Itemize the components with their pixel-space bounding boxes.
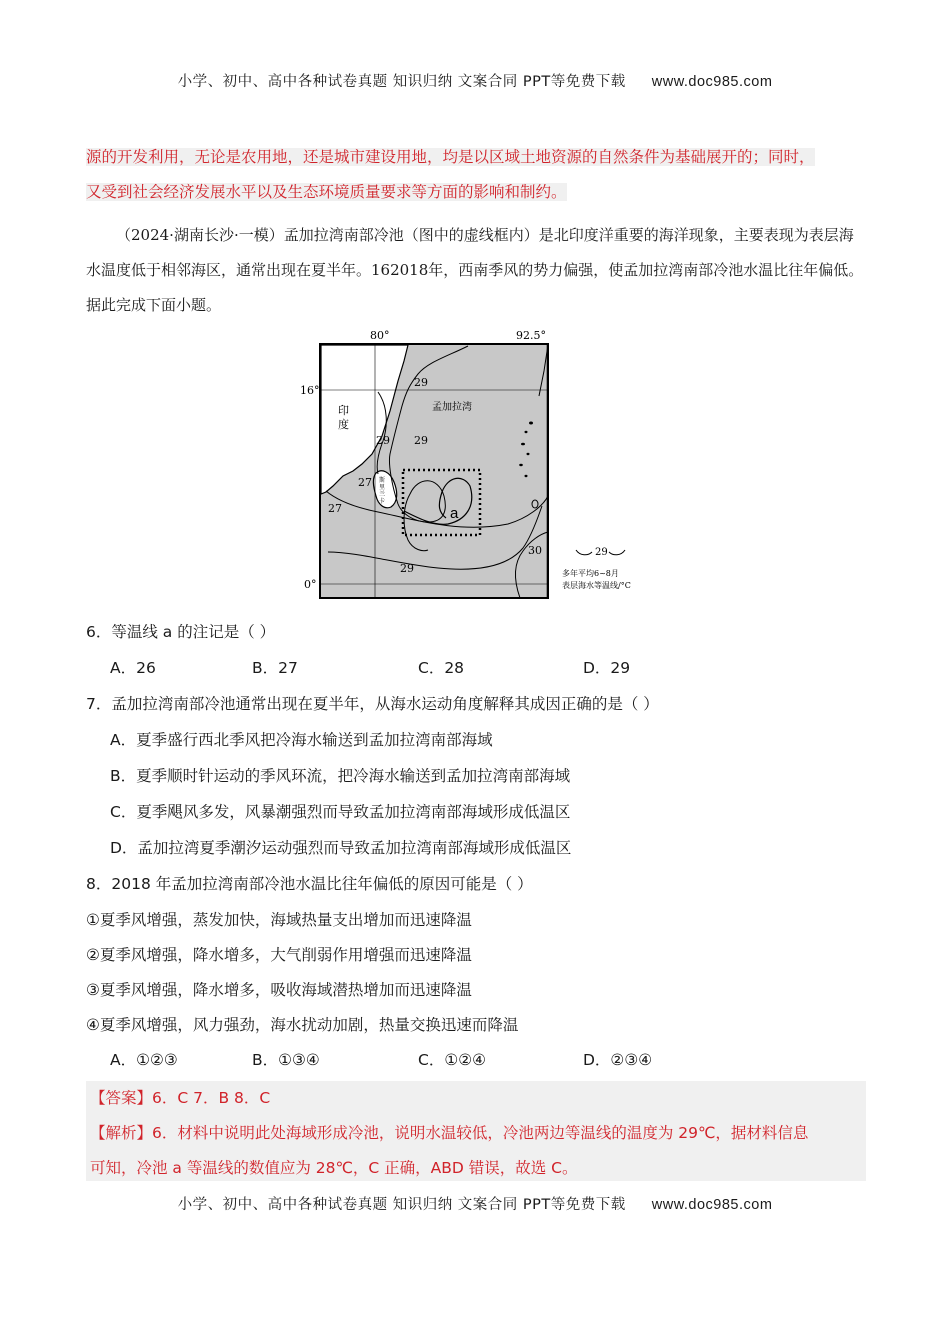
iso-label-29-d: 29	[400, 562, 414, 575]
question-intro: （2024·湖南长沙·一模）孟加拉湾南部冷池（图中的虚线框内）是北印度洋重要的海洋现象，主要表现为表层海水温度低于相邻海区，通常出现在夏半年。162018年，西南季风的势力偏强，使孟加拉湾南部冷池水温比往年偏低。据此完成下面小题。	[86, 226, 864, 314]
red-line-1: 源的开发利用，无论是农用地，还是城市建设用地，均是以区域土地资源的自然条件为基础展开的；同时，	[86, 148, 815, 166]
analysis-line-1: 【解析】6．材料中说明此处海域形成冷池，说明水温较低，冷池两边等温线的温度为 29℃，据材料信息	[90, 1124, 809, 1142]
footer-text: 小学、初中、高中各种试卷真题 知识归纳 文案合同 PPT等免费下载	[177, 1197, 626, 1213]
answer-block	[86, 1081, 866, 1181]
footer-site-link[interactable]: www.doc985.com	[651, 1197, 773, 1213]
legend-value: 29	[595, 547, 608, 558]
india-label-2: 度	[338, 418, 349, 431]
q8-statement-4: ④夏季风增强，风力强劲，海水扰动加剧，热量交换迅速而降温	[86, 1016, 519, 1034]
q8-option-b[interactable]: B．①③④	[252, 1051, 320, 1069]
lon-label-92-5: 92.5°	[516, 329, 546, 342]
q6-option-d[interactable]: D．29	[583, 659, 631, 677]
bay-label: 孟加拉湾	[432, 402, 472, 413]
q8-statement-2: ②夏季风增强，降水增多，大气削弱作用增强而迅速降温	[86, 946, 472, 964]
q8-option-a[interactable]: A．①②③	[110, 1051, 178, 1069]
q6-option-b[interactable]: B．27	[252, 659, 298, 677]
answer-line: 【答案】6．C 7．B 8．C	[90, 1089, 271, 1107]
legend-line-right	[609, 550, 625, 555]
analysis-line-2: 可知，冷池 a 等温线的数值应为 28℃，C 正确，ABD 错误，故选 C。	[90, 1159, 578, 1177]
q7-stem: 7．孟加拉湾南部冷池通常出现在夏半年，从海水运动角度解释其成因正确的是（ ）	[86, 695, 659, 713]
q8-option-c[interactable]: C．①②④	[418, 1051, 487, 1069]
iso-label-29-a: 29	[414, 376, 428, 389]
header-site-link[interactable]: www.doc985.com	[651, 74, 773, 90]
lat-label-0: 0°	[304, 578, 317, 591]
q8-stem: 8．2018 年孟加拉湾南部冷池水温比往年偏低的原因可能是（ ）	[86, 875, 533, 893]
q6-stem: 6．等温线 a 的注记是（ ）	[86, 623, 276, 641]
iso-label-29-c: 29	[376, 434, 390, 447]
iso-label-27-b: 27	[328, 502, 342, 515]
red-line-2: 又受到社会经济发展水平以及生态环境质量要求等方面的影响和制约。	[86, 183, 567, 201]
legend-line-left	[576, 550, 592, 555]
legend-text-1: 多年平均6~8月	[562, 569, 619, 578]
isotherm-a-label: a	[450, 505, 459, 522]
q7-option-a[interactable]: A．夏季盛行西北季风把冷海水输送到孟加拉湾南部海域	[110, 731, 493, 749]
lat-label-16: 16°	[300, 384, 320, 397]
iso-label-27-a: 27	[358, 476, 372, 489]
red-paragraph	[86, 140, 866, 210]
srilanka-label-1: 斯	[379, 477, 386, 484]
iso-label-29-b: 29	[414, 434, 428, 447]
iso-label-30: 30	[528, 544, 542, 557]
page-header	[0, 70, 950, 91]
india-label-1: 印	[338, 404, 349, 417]
q7-option-b[interactable]: B．夏季顺时针运动的季风环流，把冷海水输送到孟加拉湾南部海域	[110, 767, 571, 785]
lon-label-80: 80°	[370, 329, 390, 342]
q7-option-d[interactable]: D．孟加拉湾夏季潮汐运动强烈而导致孟加拉湾南部海域形成低温区	[110, 839, 572, 857]
bay-of-bengal-map	[300, 326, 658, 600]
q8-statement-3: ③夏季风增强，降水增多，吸收海域潜热增加而迅速降温	[86, 981, 472, 999]
srilanka-label-4: 卡	[379, 498, 386, 505]
srilanka-label-3: 兰	[379, 491, 386, 498]
srilanka-label-2: 里	[379, 484, 386, 491]
header-text: 小学、初中、高中各种试卷真题 知识归纳 文案合同 PPT等免费下载	[177, 74, 626, 90]
q8-statement-1: ①夏季风增强，蒸发加快，海域热量支出增加而迅速降温	[86, 911, 472, 929]
q6-option-a[interactable]: A．26	[110, 659, 156, 677]
q6-option-c[interactable]: C．28	[418, 659, 465, 677]
q7-option-c[interactable]: C．夏季飓风多发，风暴潮强烈而导致孟加拉湾南部海域形成低温区	[110, 803, 571, 821]
legend-text-2: 表层海水等温线/°C	[562, 581, 631, 590]
q8-option-d[interactable]: D．②③④	[583, 1051, 653, 1069]
page-footer	[0, 1193, 950, 1214]
